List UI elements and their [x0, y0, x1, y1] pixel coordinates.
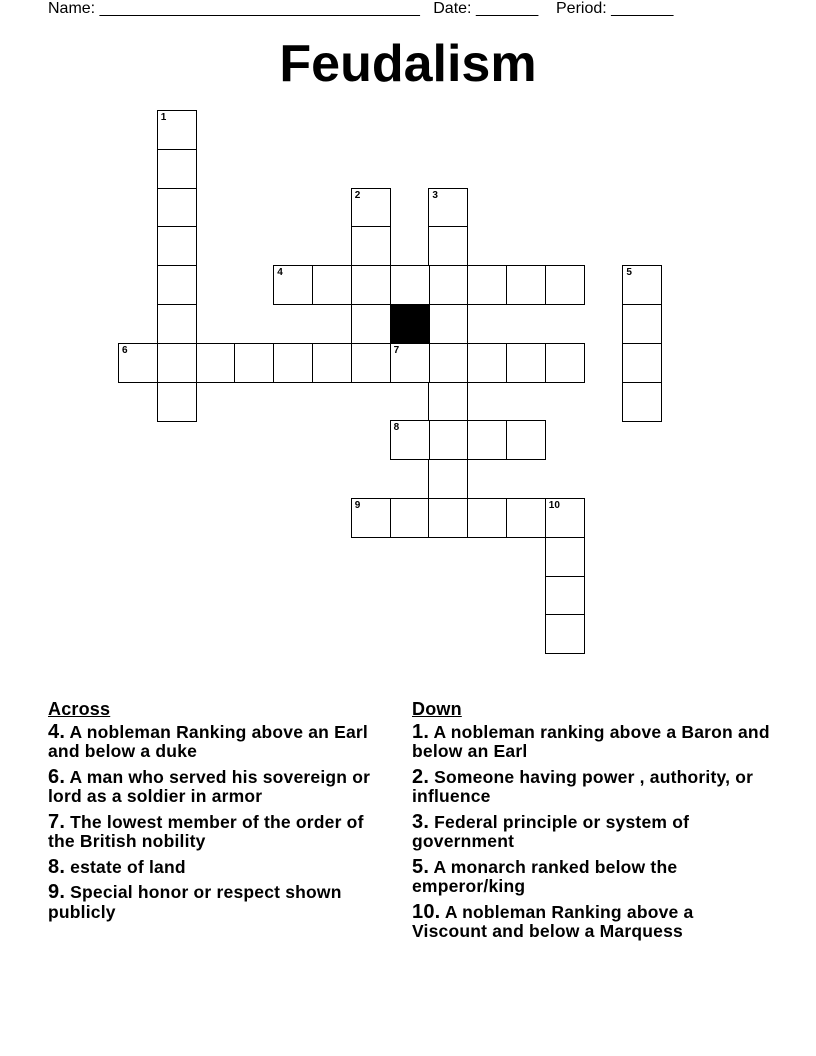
crossword-cell[interactable]: [351, 498, 391, 538]
crossword-cell[interactable]: [390, 265, 430, 305]
crossword-cell[interactable]: [506, 498, 546, 538]
crossword-cell[interactable]: [157, 382, 197, 422]
crossword-cell[interactable]: [351, 188, 391, 228]
crossword-cell[interactable]: [390, 498, 430, 538]
across-clue: 8. estate of land: [48, 855, 186, 878]
crossword-cell[interactable]: [545, 614, 585, 654]
crossword-cell[interactable]: [428, 226, 468, 266]
crossword-cell[interactable]: [157, 149, 197, 189]
cell-number: 1: [160, 112, 167, 123]
crossword-cell[interactable]: [467, 265, 507, 305]
page-title: Feudalism: [279, 35, 537, 93]
crossword-black-cell: [390, 304, 430, 344]
crossword-cell[interactable]: [622, 265, 662, 305]
across-clue: 9. Special honor or respect shown publicly: [48, 881, 342, 922]
crossword-cell[interactable]: [234, 343, 274, 383]
crossword-cell[interactable]: [545, 576, 585, 616]
crossword-cell[interactable]: [467, 498, 507, 538]
cell-number: 4: [277, 267, 283, 279]
crossword-cell[interactable]: [351, 343, 391, 383]
down-clue: 10. A nobleman Ranking above a Viscount and below a Marquess: [412, 900, 694, 941]
crossword-cell[interactable]: [506, 343, 546, 383]
crossword-cell[interactable]: [273, 343, 313, 383]
down-clue: 2. Someone having power , authority, or influence: [412, 765, 754, 806]
cell-number: 3: [432, 189, 438, 201]
crossword-cell[interactable]: [351, 304, 391, 344]
crossword-cell[interactable]: [545, 265, 585, 305]
crossword-cell[interactable]: [428, 304, 468, 344]
crossword-cell[interactable]: [390, 420, 430, 460]
across-clue: 7. The lowest member of the order of the British nobility: [48, 810, 364, 851]
crossword-cell[interactable]: [467, 343, 507, 383]
across-clue: 6. A man who served his sovereign or lord as a soldier in armor: [48, 765, 371, 806]
across-heading: Across: [48, 699, 111, 719]
crossword-cell[interactable]: [506, 265, 546, 305]
crossword-cell[interactable]: [428, 382, 468, 422]
down-clue: 1. A nobleman ranking above a Baron and below an Earl: [412, 720, 770, 761]
crossword-cell[interactable]: [157, 110, 197, 150]
cell-number: 9: [354, 500, 361, 511]
across-clue: 4. A nobleman Ranking above an Earl and below a duke: [48, 720, 368, 761]
crossword-cell[interactable]: [622, 343, 662, 383]
down-heading: Down: [412, 699, 462, 719]
cell-number: 5: [626, 267, 632, 279]
crossword-cell[interactable]: [118, 343, 158, 383]
crossword-cell[interactable]: [157, 343, 197, 383]
crossword-cell[interactable]: [428, 498, 468, 538]
header-fields: Name: ____________________________________ Date: _______ Period: _______: [48, 0, 674, 17]
crossword-cell[interactable]: [428, 265, 468, 305]
crossword-cell[interactable]: [273, 265, 313, 305]
cell-number: 6: [122, 344, 128, 356]
down-clue: 3. Federal principle or system of government: [412, 810, 690, 851]
crossword-cell[interactable]: [545, 343, 585, 383]
crossword-cell[interactable]: [428, 188, 468, 228]
crossword-cell[interactable]: [545, 498, 585, 538]
cell-number: 8: [393, 422, 400, 434]
crossword-cell[interactable]: [351, 265, 391, 305]
crossword-cell[interactable]: [428, 459, 468, 499]
down-clue: 5. A monarch ranked below the emperor/king: [412, 855, 678, 896]
crossword-cell[interactable]: [622, 304, 662, 344]
crossword-cell[interactable]: [506, 420, 546, 460]
crossword-cell[interactable]: [157, 304, 197, 344]
crossword-cell[interactable]: [428, 343, 468, 383]
cell-number: 2: [354, 189, 361, 201]
crossword-cell[interactable]: [351, 226, 391, 266]
crossword-cell[interactable]: [622, 382, 662, 422]
down-clues: [412, 700, 772, 948]
crossword-cell[interactable]: [390, 343, 430, 383]
cell-number: 7: [393, 344, 400, 356]
crossword-cell[interactable]: [428, 420, 468, 460]
cell-number: 10: [548, 500, 560, 511]
crossword-cell[interactable]: [196, 343, 236, 383]
crossword-cell[interactable]: [157, 265, 197, 305]
crossword-cell[interactable]: [157, 188, 197, 228]
crossword-cell[interactable]: [312, 265, 352, 305]
crossword-cell[interactable]: [157, 226, 197, 266]
across-clues: [48, 700, 388, 928]
crossword-cell[interactable]: [467, 420, 507, 460]
crossword-cell[interactable]: [545, 537, 585, 577]
crossword-cell[interactable]: [312, 343, 352, 383]
